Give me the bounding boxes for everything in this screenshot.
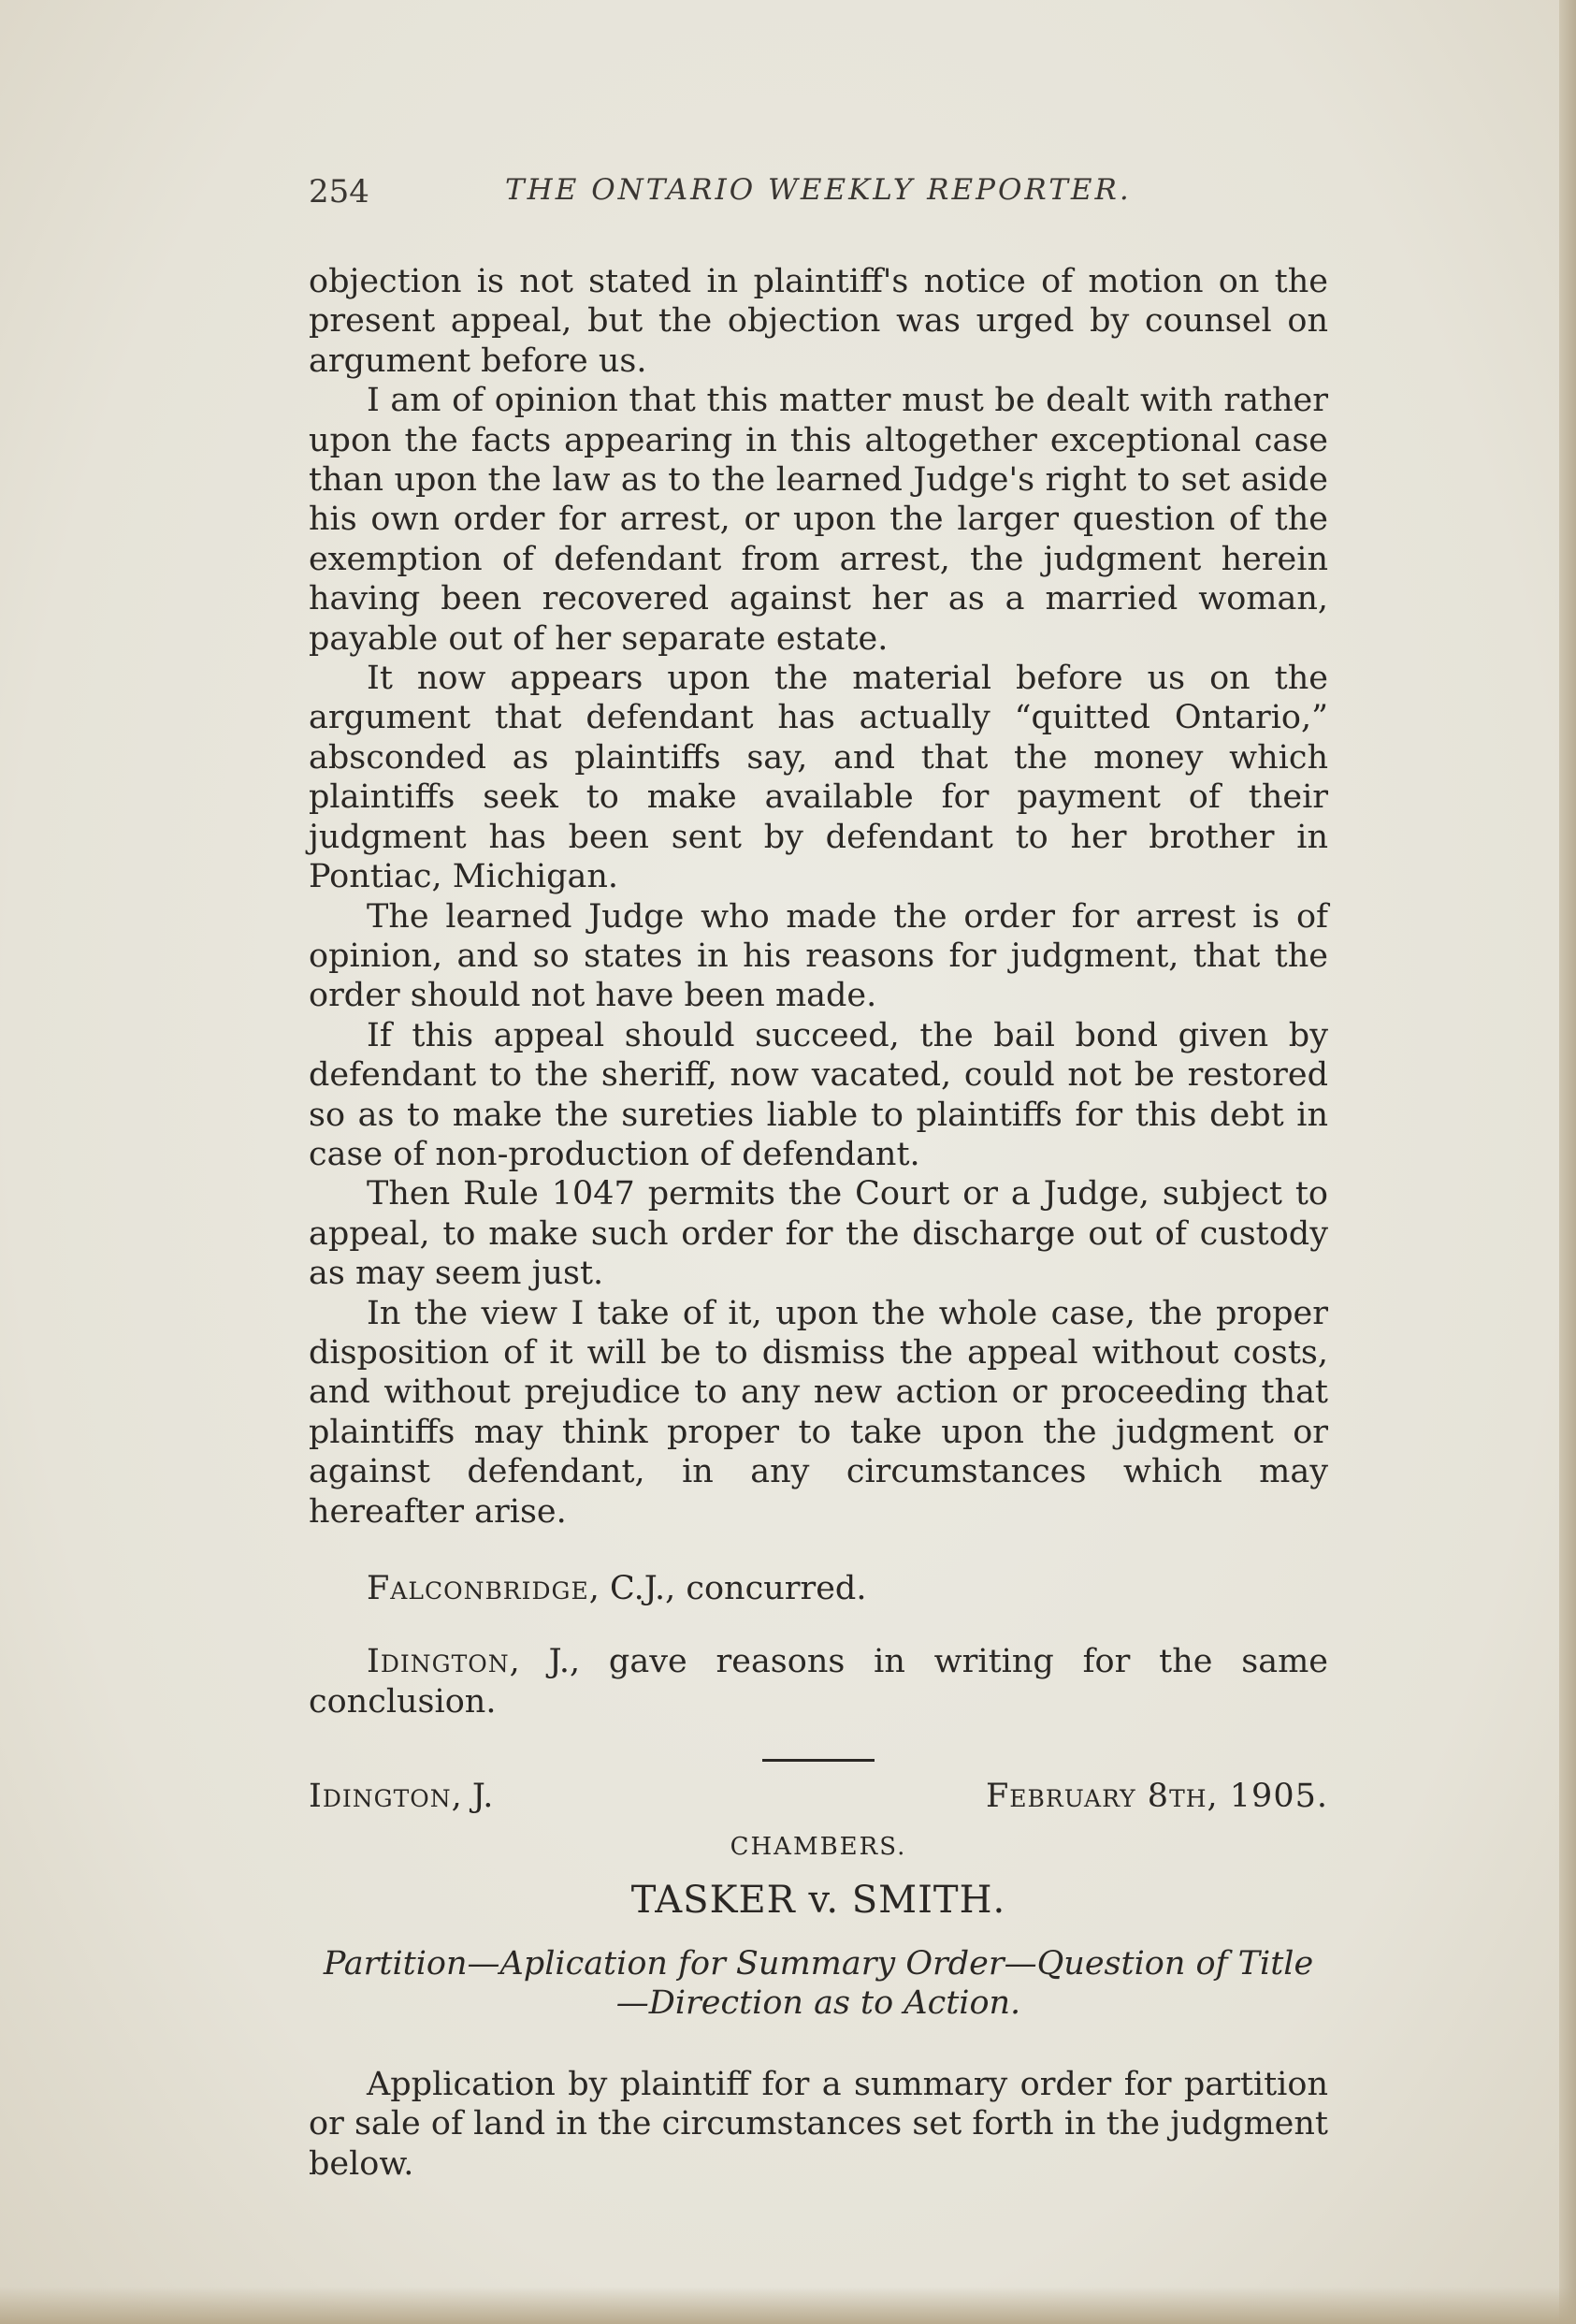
case-judge-suffix: , J.	[451, 1778, 494, 1816]
reasons-note	[309, 1642, 1328, 1721]
page-edge-right	[1559, 0, 1576, 2324]
page-edge-bottom	[0, 2287, 1576, 2324]
paragraph-disposition: In the view I take of it, upon the whole case, the proper disposition of it will be to dismiss the appeal without costs, and without prejudice to any new action or proceeding that plaintiffs may think proper to take upon the judgment or against defendant, in any circumstances which may hereafter arise.	[309, 1294, 1328, 1531]
paragraph-continuation: objection is not stated in plaintiff's notice of motion on the present appeal, but the objection was urged by counsel on argument before us.	[309, 263, 1328, 380]
paragraph-bail-bond: If this appeal should succeed, the bail bond given by defendant to the sheriff, now vacated, could not be restored so as to make the sureties liable to plaintiffs for this debt in case of non-production of defendant.	[309, 1016, 1328, 1173]
concurrence	[309, 1569, 1328, 1608]
page-body	[309, 262, 1328, 2184]
court-label: CHAMBERS.	[730, 1833, 907, 1862]
case-date-month: February	[986, 1778, 1136, 1816]
concurrence-judge: Falconbridge	[367, 1570, 589, 1607]
section-divider	[762, 1759, 875, 1762]
reasons-judge: Idington	[367, 1643, 510, 1681]
page-header	[309, 173, 1328, 220]
paragraph-learned-judge: The learned Judge who made the order for arrest is of opinion, and so states in his reasons for judgment, that the order should not have been made.	[309, 897, 1328, 1015]
concurrence-text: , C.J., concurred.	[588, 1570, 867, 1607]
case-date	[986, 1777, 1328, 1816]
paragraph-rule-1047: Then Rule 1047 permits the Court or a Judge, subject to appeal, to make such order for the discharge out of custody as may seem just.	[309, 1175, 1328, 1293]
running-head: THE ONTARIO WEEKLY REPORTER.	[505, 173, 1132, 207]
reasons-text: , J., gave reasons in writing for the same conclusion.	[309, 1643, 1328, 1721]
paragraph-material: It now appears upon the material before us on the argument that defendant has actually “quitted Ontario,” absconded as plaintiffs say, and that the money which plaintiffs seek to make available for payment of their judgment has been sent by defendant to her brother in Pontiac, Michigan.	[309, 660, 1328, 896]
page-number: 254	[309, 173, 369, 211]
paragraph-opinion: I am of opinion that this matter must be dealt with rather upon the facts appearing in this altogether exceptional case than upon the law as to the learned Judge's right to set aside his own order for arrest, or upon the larger question of the exemption of defendant from arrest, the judgment herein having been recovered against her as a married woman, payable out of her separate estate.	[309, 382, 1328, 658]
case-judge-date-line	[309, 1777, 1328, 1820]
case-application: Application by plaintiff for a summary order for partition or sale of land in the circumstances set forth in the judgment below.	[309, 2065, 1328, 2183]
case-title: TASKER v. SMITH.	[630, 1878, 1006, 1922]
case-judge-name: Idington	[309, 1778, 452, 1816]
case-headnote: Partition—Aplication for Summary Order—Question of Title —Direction as to Action.	[323, 1945, 1314, 2023]
case-date-rest: 8th, 1905.	[1135, 1778, 1328, 1816]
case-judge	[309, 1777, 493, 1816]
